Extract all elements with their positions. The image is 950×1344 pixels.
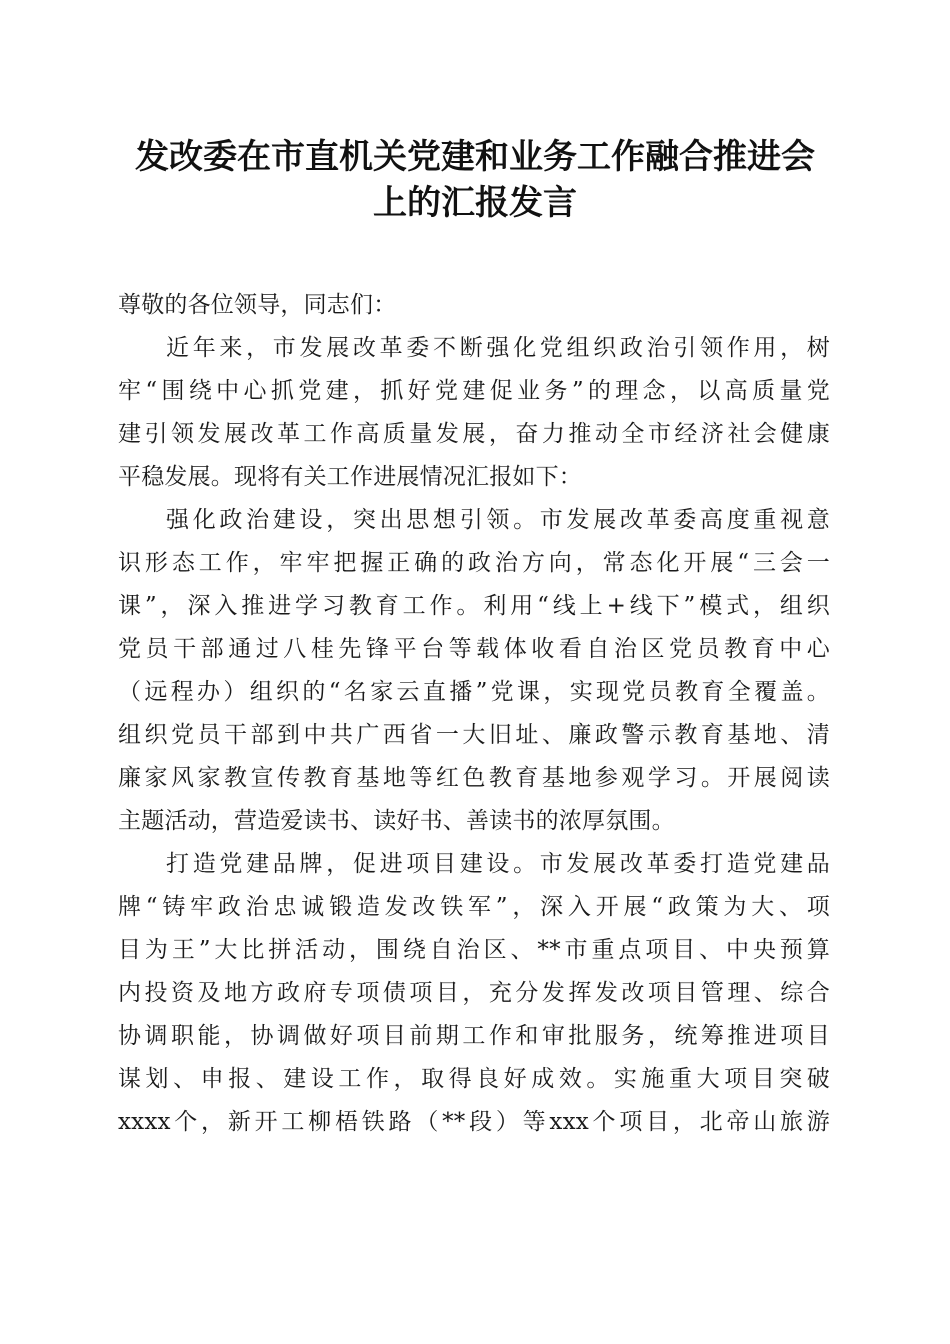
paragraph-line: 牢“围绕中心抓党建，抓好党建促业务”的理念，以高质量党	[118, 378, 830, 404]
title-line-1: 发改委在市直机关党建和业务工作融合推进会	[135, 137, 815, 177]
document-body	[118, 284, 830, 1144]
paragraph-line: 平稳发展。现将有关工作进展情况汇报如下：	[118, 464, 582, 490]
paragraph-line: 主题活动，营造爱读书、读好书、善读书的浓厚氛围。	[118, 808, 675, 834]
paragraph-line: 近年来，市发展改革委不断强化党组织政治引领作用，树	[166, 335, 830, 361]
salutation: 尊敬的各位领导，同志们：	[118, 292, 397, 318]
paragraph-line: xxxx个，新开工柳梧铁路（**段）等xxx个项目，北帝山旅游	[118, 1109, 830, 1135]
paragraph-line: 课”，深入推进学习教育工作。利用“线上+线下”模式，组织	[118, 593, 830, 619]
paragraph-line: 协调职能，协调做好项目前期工作和审批服务，统筹推进项目	[118, 1023, 830, 1049]
paragraph-line: 谋划、申报、建设工作，取得良好成效。实施重大项目突破	[118, 1066, 830, 1092]
paragraph-line: （远程办）组织的“名家云直播”党课，实现党员教育全覆盖。	[118, 679, 830, 705]
paragraph-line: 内投资及地方政府专项债项目，充分发挥发改项目管理、综合	[118, 980, 830, 1006]
paragraph-intro	[118, 327, 830, 499]
paragraph-party-brand	[118, 843, 830, 1144]
title-line-2: 上的汇报发言	[373, 183, 577, 223]
paragraph-line: 强化政治建设，突出思想引领。市发展改革委高度重视意	[166, 507, 830, 533]
paragraph-line: 党员干部通过八桂先锋平台等载体收看自治区党员教育中心	[118, 636, 830, 662]
paragraph-line: 建引领发展改革工作高质量发展，奋力推动全市经济社会健康	[118, 421, 830, 447]
paragraph-political-building	[118, 499, 830, 843]
paragraph-line: 廉家风家教宣传教育基地等红色教育基地参观学习。开展阅读	[118, 765, 830, 791]
paragraph-line: 识形态工作，牢牢把握正确的政治方向，常态化开展“三会一	[118, 550, 830, 576]
paragraph-line: 牌“铸牢政治忠诚锻造发改铁军”，深入开展“政策为大、项	[118, 894, 830, 920]
paragraph-line: 打造党建品牌，促进项目建设。市发展改革委打造党建品	[166, 851, 830, 877]
document-title	[100, 134, 850, 226]
paragraph-line: 组织党员干部到中共广西省一大旧址、廉政警示教育基地、清	[118, 722, 830, 748]
paragraph-line: 目为王”大比拼活动，围绕自治区、**市重点项目、中央预算	[118, 937, 830, 963]
